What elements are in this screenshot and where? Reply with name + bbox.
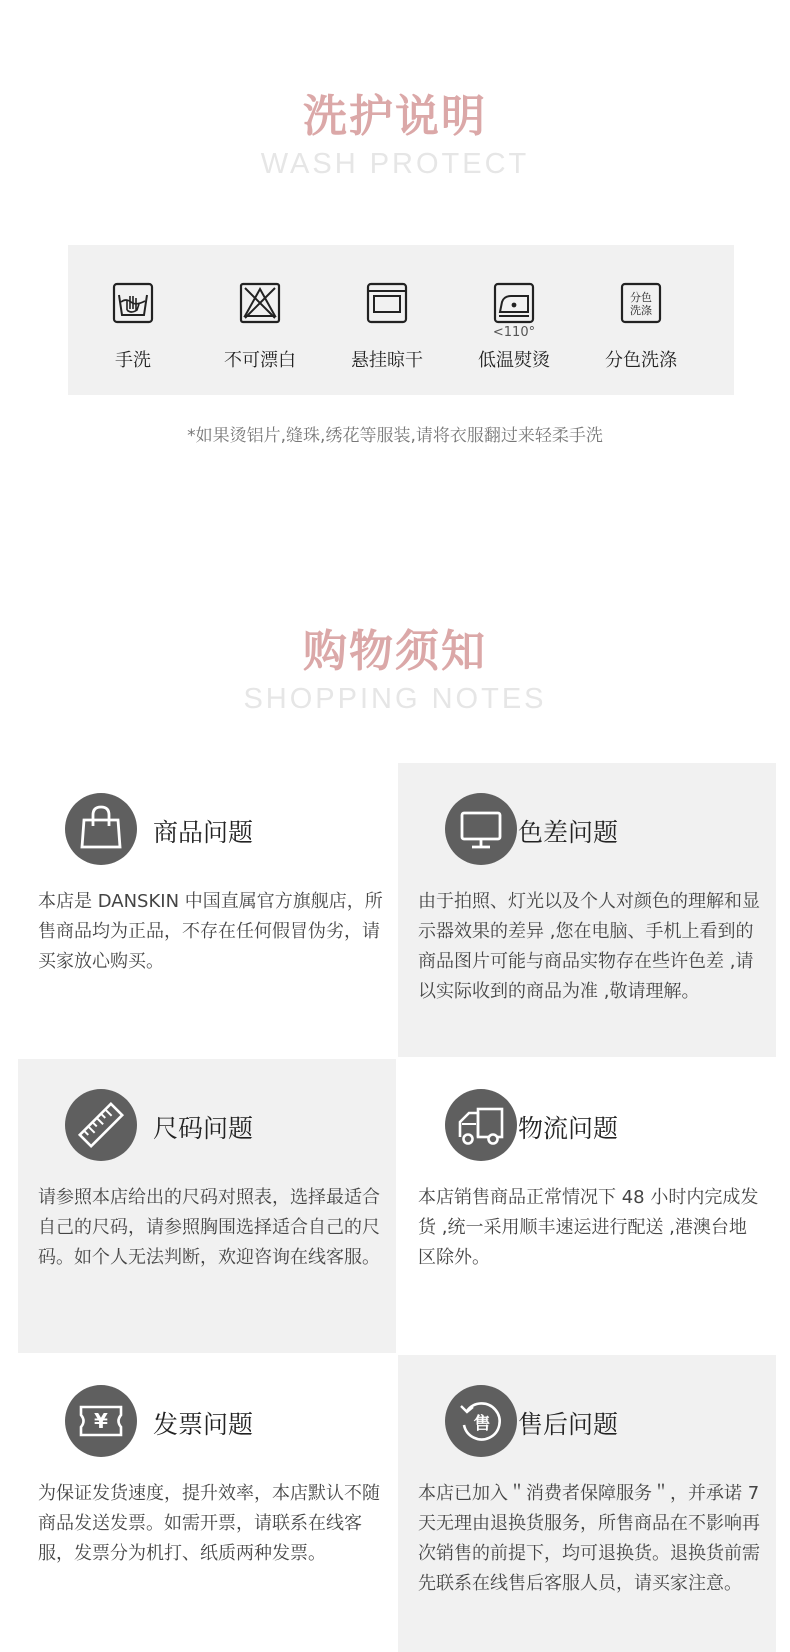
hand-wash-icon: [112, 282, 154, 324]
card-title: 尺码问题: [153, 1114, 254, 1143]
iron-low-icon: [493, 282, 535, 324]
wash-item-no-bleach: [195, 245, 325, 395]
wash-icons-panel: [68, 245, 734, 395]
card-text: 本店是 DANSKIN 中国直属官方旗舰店，所售商品均为正品，不存在任何假冒伪劣，请买家放心购买。: [38, 891, 383, 972]
after-sales-icon: [445, 1385, 517, 1457]
wash-subtitle: WASH PROTECT: [260, 148, 530, 180]
wash-item-iron-low: [449, 245, 579, 395]
shopping-header: [0, 615, 790, 716]
invoice-ticket-icon-text: ¥: [94, 1409, 108, 1433]
card-icon-circle: [65, 793, 137, 865]
card-icon-circle: [445, 793, 517, 865]
card-title: 商品问题: [153, 818, 254, 847]
wash-label: 不可漂白: [224, 350, 296, 371]
iron-temperature-label: <110°: [492, 325, 536, 340]
wash-label: 分色洗涤: [605, 350, 677, 371]
card-after-sales: [398, 1355, 776, 1652]
no-bleach-icon: [239, 282, 281, 324]
card-text: 本店已加入＂消费者保障服务＂，并承诺 7 天无理由退换货服务，所售商品在不影响再次销售的前提下，均可退换货。退换货前需先联系在线售后客服人员，请买家注意。: [418, 1483, 760, 1594]
card-title: 色差问题: [518, 818, 619, 847]
card-text: 由于拍照、灯光以及个人对颜色的理解和显示器效果的差异 ,您在电脑、手机上看到的商品图片可能与商品实物存在些许色差 ,请以实际收到的商品为准 ,敬请理解。: [418, 891, 760, 1002]
card-title: 物流问题: [518, 1114, 619, 1143]
card-icon-circle: [65, 1385, 137, 1457]
after-sales-icon-text: 售: [473, 1414, 491, 1434]
wash-title: 洗护说明: [303, 80, 487, 144]
card-color-difference: [398, 763, 776, 1057]
shopping-title: 购物须知: [303, 615, 487, 679]
card-text: 为保证发货速度，提升效率，本店默认不随商品发送发票。如需开票，请联系在线客服，发票分为机打、纸质两种发票。: [38, 1483, 380, 1564]
card-invoice: [18, 1355, 396, 1649]
wash-note: *如果烫铝片,缝珠,绣花等服装,请将衣服翻过来轻柔手洗: [187, 426, 603, 446]
wash-item-hand-wash: [68, 245, 198, 395]
line-dry-icon: [366, 282, 408, 324]
shopping-subtitle: SHOPPING NOTES: [243, 683, 547, 715]
card-text: 请参照本店给出的尺码对照表，选择最适合自己的尺码，请参照胸围选择适合自己的尺码。如个人无法判断，欢迎咨询在线客服。: [38, 1187, 380, 1268]
invoice-ticket-icon: [65, 1385, 137, 1457]
card-icon-circle: [445, 1385, 517, 1457]
card-logistics: [398, 1059, 776, 1353]
card-title: 售后问题: [518, 1410, 619, 1439]
ruler-icon: [65, 1089, 137, 1161]
wash-label: 手洗: [115, 350, 151, 371]
separate-colors-icon-text-bottom: 洗涤: [630, 304, 652, 317]
wash-item-separate-colors: [576, 245, 706, 395]
separate-colors-icon: [620, 282, 662, 324]
card-icon-circle: [65, 1089, 137, 1161]
wash-label: 悬挂晾干: [351, 350, 423, 371]
card-product-issues: [18, 763, 396, 1057]
card-title: 发票问题: [153, 1410, 254, 1439]
wash-label: 低温熨烫: [478, 350, 550, 371]
card-icon-circle: [445, 1089, 517, 1161]
wash-header: [0, 80, 790, 181]
shopping-bag-icon: [65, 793, 137, 865]
card-size-issues: [18, 1059, 396, 1353]
separate-colors-icon-text-top: 分色: [630, 291, 652, 304]
truck-icon: [445, 1089, 517, 1161]
card-text: 本店销售商品正常情况下 48 小时内完成发货 ,统一采用顺丰速运进行配送 ,港澳台地区除外。: [418, 1187, 759, 1268]
wash-item-line-dry: [322, 245, 452, 395]
monitor-icon: [445, 793, 517, 865]
